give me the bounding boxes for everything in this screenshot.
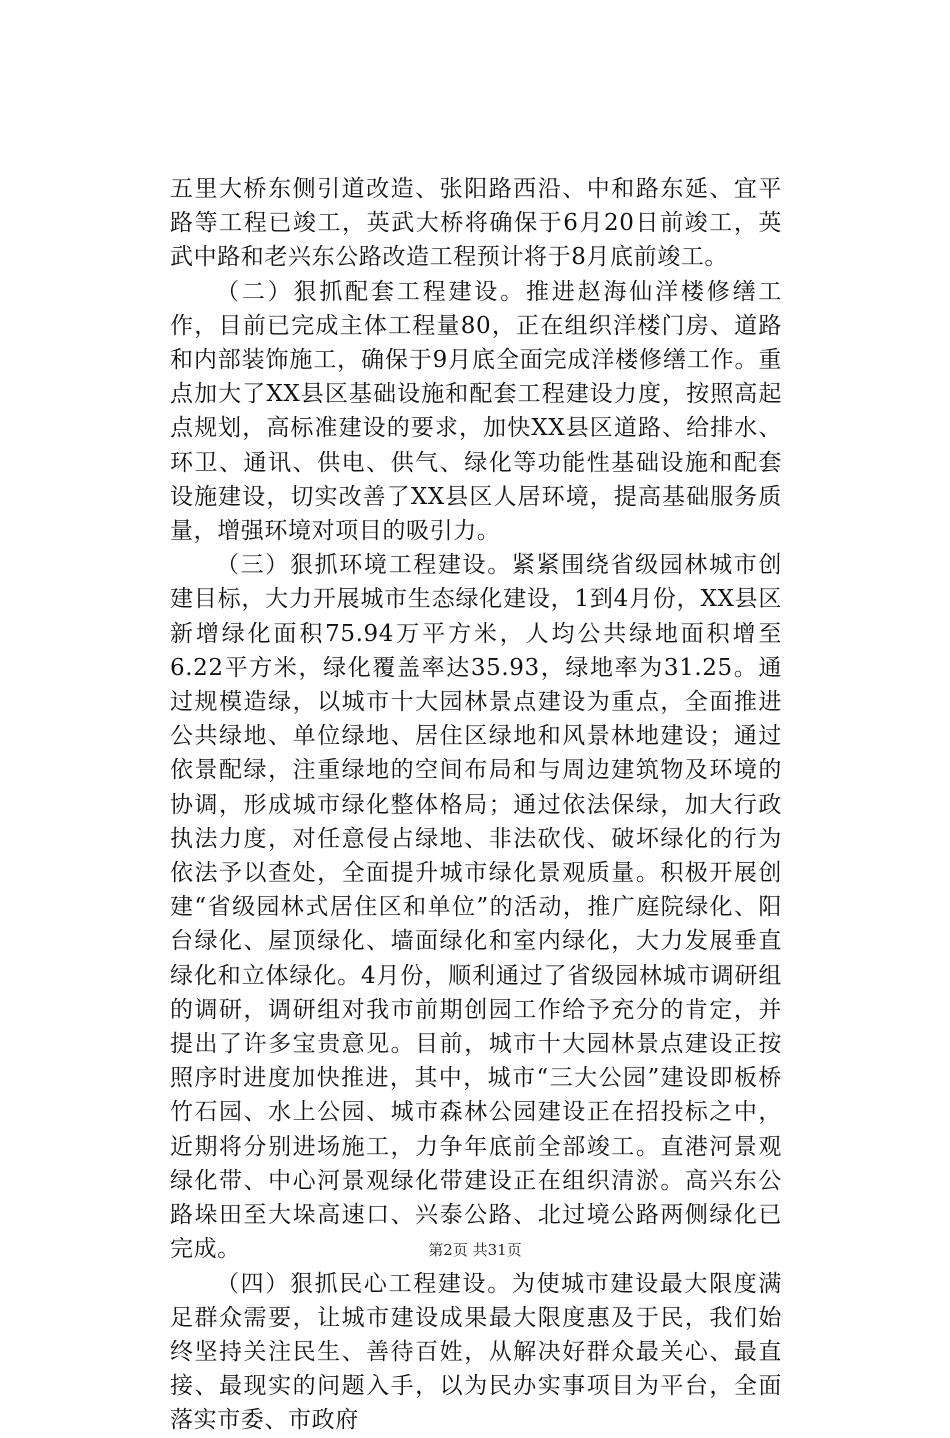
page-footer: 第2页 共31页 bbox=[428, 1241, 522, 1259]
paragraph-2: （二）狠抓配套工程建设。推进赵海仙洋楼修缮工作，目前已完成主体工程量80，正在组织洋楼门房、道路和内部装饰施工，确保于9月底全面完成洋楼修缮工作。重点加大了XX县区基础设施和配套工程建设力度，按照高起点规划，高标准建设的要求，加快XX县区道路、给排水、环卫、通讯、供电、供气、绿化等功能性基础设施和配套设施建设，切实改善了XX县区人居环境，提高基础服务质量，增强环境对项目的吸引力。 bbox=[170, 278, 782, 545]
paragraph-4: （四）狠抓民心工程建设。为使城市建设最大限度满足群众需要，让城市建设成果最大限度惠及于民，我们始终坚持关注民生、善待百姓，从解决好群众最关心、最直接、最现实的问题入手，以为民办实事项目为平台，全面落实市委、市政府 bbox=[170, 1270, 782, 1434]
paragraph-1: 五里大桥东侧引道改造、张阳路西沿、中和路东延、宜平路等工程已竣工，英武大桥将确保于6月20日前竣工，英武中路和老兴东公路改造工程预计将于8月底前竣工。 bbox=[170, 176, 782, 271]
paragraph-3: （三）狠抓环境工程建设。紧紧围绕省级园林城市创建目标，大力开展城市生态绿化建设，1到4月份，XX县区新增绿化面积75.94万平方米，人均公共绿地面积增至6.22平方米，绿化覆盖率达35.93，绿地率为31.25。通过规模造绿，以城市十大园林景点建设为重点，全面推进公共绿地、单位绿地、居住区绿地和风景林地建设；通过依景配绿，注重绿地的空间布局和与周边建筑物及环境的协调，形成城市绿化整体格局；通过依法保绿，加大行政执法力度，对任意侵占绿地、非法砍伐、破坏绿化的行为依法予以查处，全面提升城市绿化景观质量。积极开展创建“省级园林式居住区和单位”的活动，推广庭院绿化、阳台绿化、屋顶绿化、墙面绿化和室内绿化，大力发展垂直绿化和立体绿化。4月份，顺利通过了省级园林城市调研组的调研，调研组对我市前期创园工作给予充分的肯定，并提出了许多宝贵意见。目前，城市十大园林景点建设正按照序时进度加快推进，其中，城市“三大公园”建设即板桥竹石园、水上公园、城市森林公园建设正在招投标之中，近期将分别进场施工，力争年底前全部竣工。直港河景观绿化带、中心河景观绿化带建设正在组织清淤。高兴东公路垛田至大垛高速口、兴泰公路、北过境公路两侧绿化已完成。 bbox=[170, 552, 782, 1263]
